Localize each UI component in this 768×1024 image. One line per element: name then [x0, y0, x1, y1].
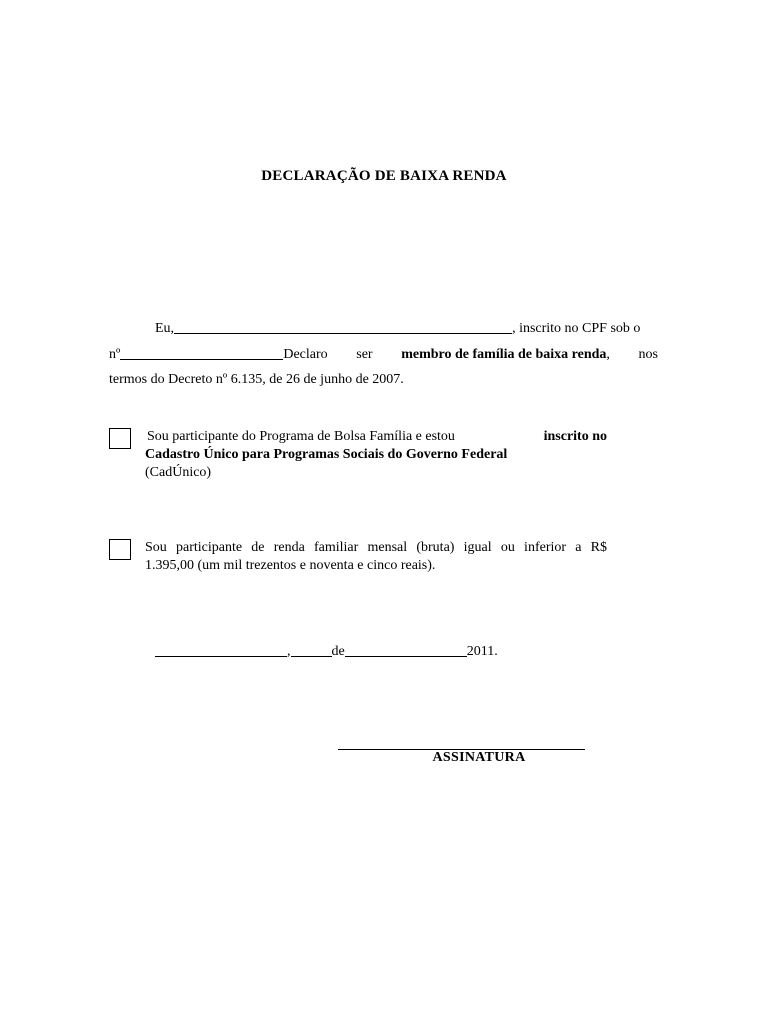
- option-1-bold-1: inscrito no: [543, 429, 607, 444]
- option-renda-familiar-text: [145, 539, 607, 575]
- date-de: de: [331, 644, 345, 659]
- paragraph-text-ser: ser: [356, 346, 373, 362]
- option-renda-familiar: [109, 539, 607, 579]
- paragraph-line-3: termos do Decreto nº 6.135, de 26 de junho de 2007.: [109, 372, 404, 387]
- month-blank[interactable]: [345, 642, 467, 657]
- date-line: [155, 640, 498, 660]
- option-bolsa-familia: [109, 428, 607, 484]
- city-blank[interactable]: [155, 642, 287, 657]
- paragraph-line-1: [109, 316, 658, 342]
- paragraph-text-cpf: , inscrito no CPF sob o: [512, 321, 641, 336]
- declaration-paragraph: [109, 316, 658, 393]
- option-2-line-2: 1.395,00 (um mil trezentos e noventa e cinco reais).: [145, 558, 436, 573]
- paragraph-text-membro: membro de família de baixa renda: [401, 346, 607, 362]
- paragraph-text-eu: Eu,: [155, 321, 175, 336]
- renda-familiar-checkbox[interactable]: [109, 539, 131, 560]
- paragraph-line-2: [109, 342, 658, 368]
- paragraph-text-declaro: Declaro: [283, 346, 328, 362]
- date-comma: ,: [287, 644, 291, 659]
- option-2-line-1: Sou participante de renda familiar mensal (bruta) igual ou inferior a R$: [145, 540, 607, 555]
- option-bolsa-familia-text: [145, 428, 607, 482]
- bolsa-familia-checkbox[interactable]: [109, 428, 131, 449]
- document-title: DECLARAÇÃO DE BAIXA RENDA: [261, 168, 507, 184]
- signature-label: ASSINATURA: [432, 750, 526, 765]
- option-1-line-1: Sou participante do Programa de Bolsa Família e estou: [147, 429, 455, 444]
- name-blank[interactable]: [174, 319, 512, 334]
- paragraph-text-nos: nos: [638, 346, 658, 362]
- date-year: 2011.: [466, 644, 498, 659]
- option-1-bold-2: Cadastro Único para Programas Sociais do Governo Federal: [145, 447, 508, 462]
- cpf-blank[interactable]: [120, 345, 283, 360]
- paragraph-text-comma: ,: [606, 346, 610, 362]
- option-1-line-3: (CadÚnico): [145, 465, 212, 480]
- day-blank[interactable]: [291, 642, 332, 657]
- paragraph-text-no: nº: [109, 346, 121, 362]
